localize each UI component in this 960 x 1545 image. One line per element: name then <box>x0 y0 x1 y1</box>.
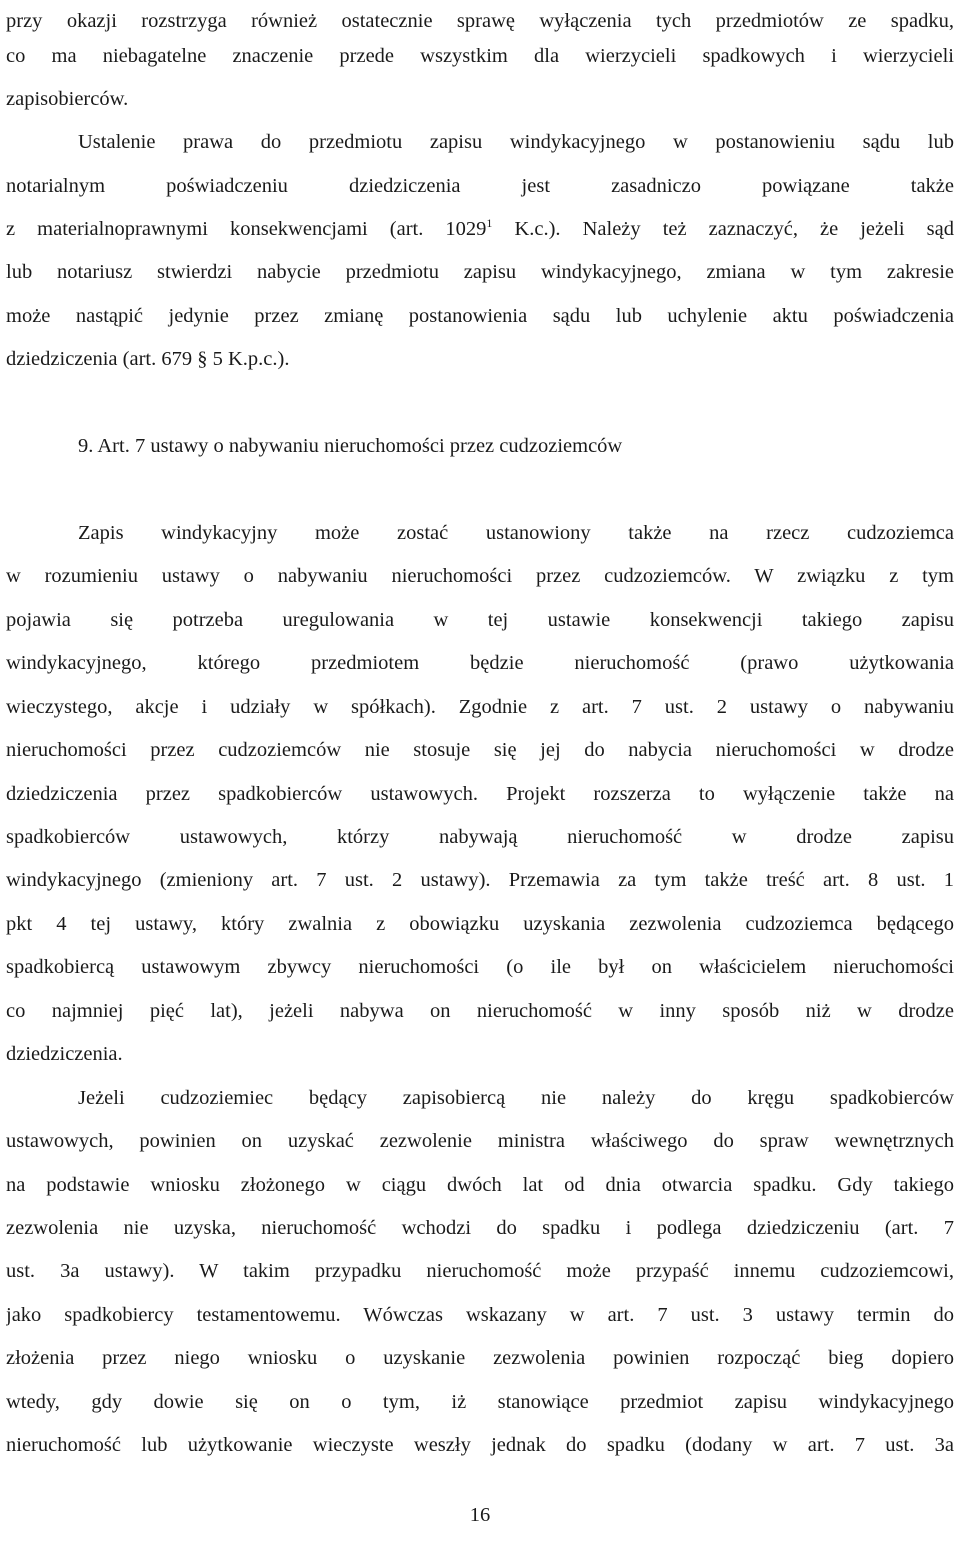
paragraph-line: jako spadkobiercy testamentowemu. Wówczas wskazany w art. 7 ust. 3 ustawy termin do <box>6 1304 954 1326</box>
paragraph-line: co najmniej pięć lat), jeżeli nabywa on nieruchomość w inny sposób niż w drodze <box>6 1000 954 1022</box>
paragraph-line: Ustalenie prawa do przedmiotu zapisu windykacyjnego w postanowieniu sądu lub <box>78 131 954 153</box>
text-run: K.c.). Należy też zaznaczyć, że jeżeli sąd <box>492 218 954 240</box>
paragraph-line: wieczystego, akcje i udziały w spółkach). Zgodnie z art. 7 ust. 2 ustawy o nabywaniu <box>6 696 954 718</box>
paragraph-line <box>6 207 954 251</box>
paragraph-line: na podstawie wniosku złożonego w ciągu dwóch lat od dnia otwarcia spadku. Gdy takiego <box>6 1174 954 1196</box>
text-run: z materialnoprawnymi konsekwencjami (art. 1029 <box>6 218 487 240</box>
paragraph-line: dziedziczenia. <box>6 1043 123 1065</box>
paragraph-line: wtedy, gdy dowie się on o tym, iż stanowiące przedmiot zapisu windykacyjnego <box>6 1391 954 1413</box>
paragraph-line: co ma niebagatelne znaczenie przede wszystkim dla wierzycieli spadkowych i wierzycieli <box>6 45 954 67</box>
paragraph-line: Jeżeli cudzoziemiec będący zapisobiercą nie należy do kręgu spadkobierców <box>78 1087 954 1109</box>
paragraph-line: dziedziczenia (art. 679 § 5 K.p.c.). <box>6 348 290 370</box>
paragraph-line: dziedziczenia przez spadkobierców ustawowych. Projekt rozszerza to wyłączenie także na <box>6 783 954 805</box>
paragraph-line: lub notariusz stwierdzi nabycie przedmiotu zapisu windykacyjnego, zmiana w tym zakresie <box>6 261 954 283</box>
paragraph-line: windykacyjnego (zmieniony art. 7 ust. 2 ustawy). Przemawia za tym także treść art. 8 ust. 1 <box>6 869 954 891</box>
section-heading: 9. Art. 7 ustawy o nabywaniu nieruchomości przez cudzoziemców <box>78 435 623 457</box>
page-number: 16 <box>469 1504 491 1526</box>
paragraph-line: nieruchomość lub użytkowanie wieczyste weszły jednak do spadku (dodany w art. 7 ust. 3a <box>6 1434 954 1456</box>
paragraph-line: przy okazji rozstrzyga również ostatecznie sprawę wyłączenia tych przedmiotów ze spadku, <box>6 10 954 32</box>
paragraph-line: ustawowych, powinien on uzyskać zezwolenie ministra właściwego do spraw wewnętrznych <box>6 1130 954 1152</box>
paragraph-line: ust. 3a ustawy). W takim przypadku nieruchomość może przypaść innemu cudzoziemcowi, <box>6 1260 954 1282</box>
paragraph-line: spadkobierców ustawowych, którzy nabywają nieruchomość w drodze zapisu <box>6 826 954 848</box>
paragraph-line: złożenia przez niego wniosku o uzyskanie zezwolenia powinien rozpocząć bieg dopiero <box>6 1347 954 1369</box>
paragraph-line: pojawia się potrzeba uregulowania w tej ustawie konsekwencji takiego zapisu <box>6 609 954 631</box>
paragraph-line: windykacyjnego, którego przedmiotem będzie nieruchomość (prawo użytkowania <box>6 652 954 674</box>
paragraph-line: zezwolenia nie uzyska, nieruchomość wchodzi do spadku i podlega dziedziczeniu (art. 7 <box>6 1217 954 1239</box>
superscript: 1 <box>486 216 493 230</box>
paragraph-line: spadkobiercą ustawowym zbywcy nieruchomości (o ile był on właścicielem nieruchomości <box>6 956 954 978</box>
paragraph-line: Zapis windykacyjny może zostać ustanowiony także na rzecz cudzoziemca <box>78 522 954 544</box>
paragraph-line: może nastąpić jedynie przez zmianę postanowienia sądu lub uchylenie aktu poświadczenia <box>6 305 954 327</box>
paragraph-line: zapisobierców. <box>6 88 129 110</box>
paragraph-line: w rozumieniu ustawy o nabywaniu nieruchomości przez cudzoziemców. W związku z tym <box>6 565 954 587</box>
paragraph-line: notarialnym poświadczeniu dziedziczenia jest zasadniczo powiązane także <box>6 175 954 197</box>
paragraph-line: pkt 4 tej ustawy, który zwalnia z obowiązku uzyskania zezwolenia cudzoziemca będącego <box>6 913 954 935</box>
paragraph-line: nieruchomości przez cudzoziemców nie stosuje się jej do nabycia nieruchomości w drodze <box>6 739 954 761</box>
